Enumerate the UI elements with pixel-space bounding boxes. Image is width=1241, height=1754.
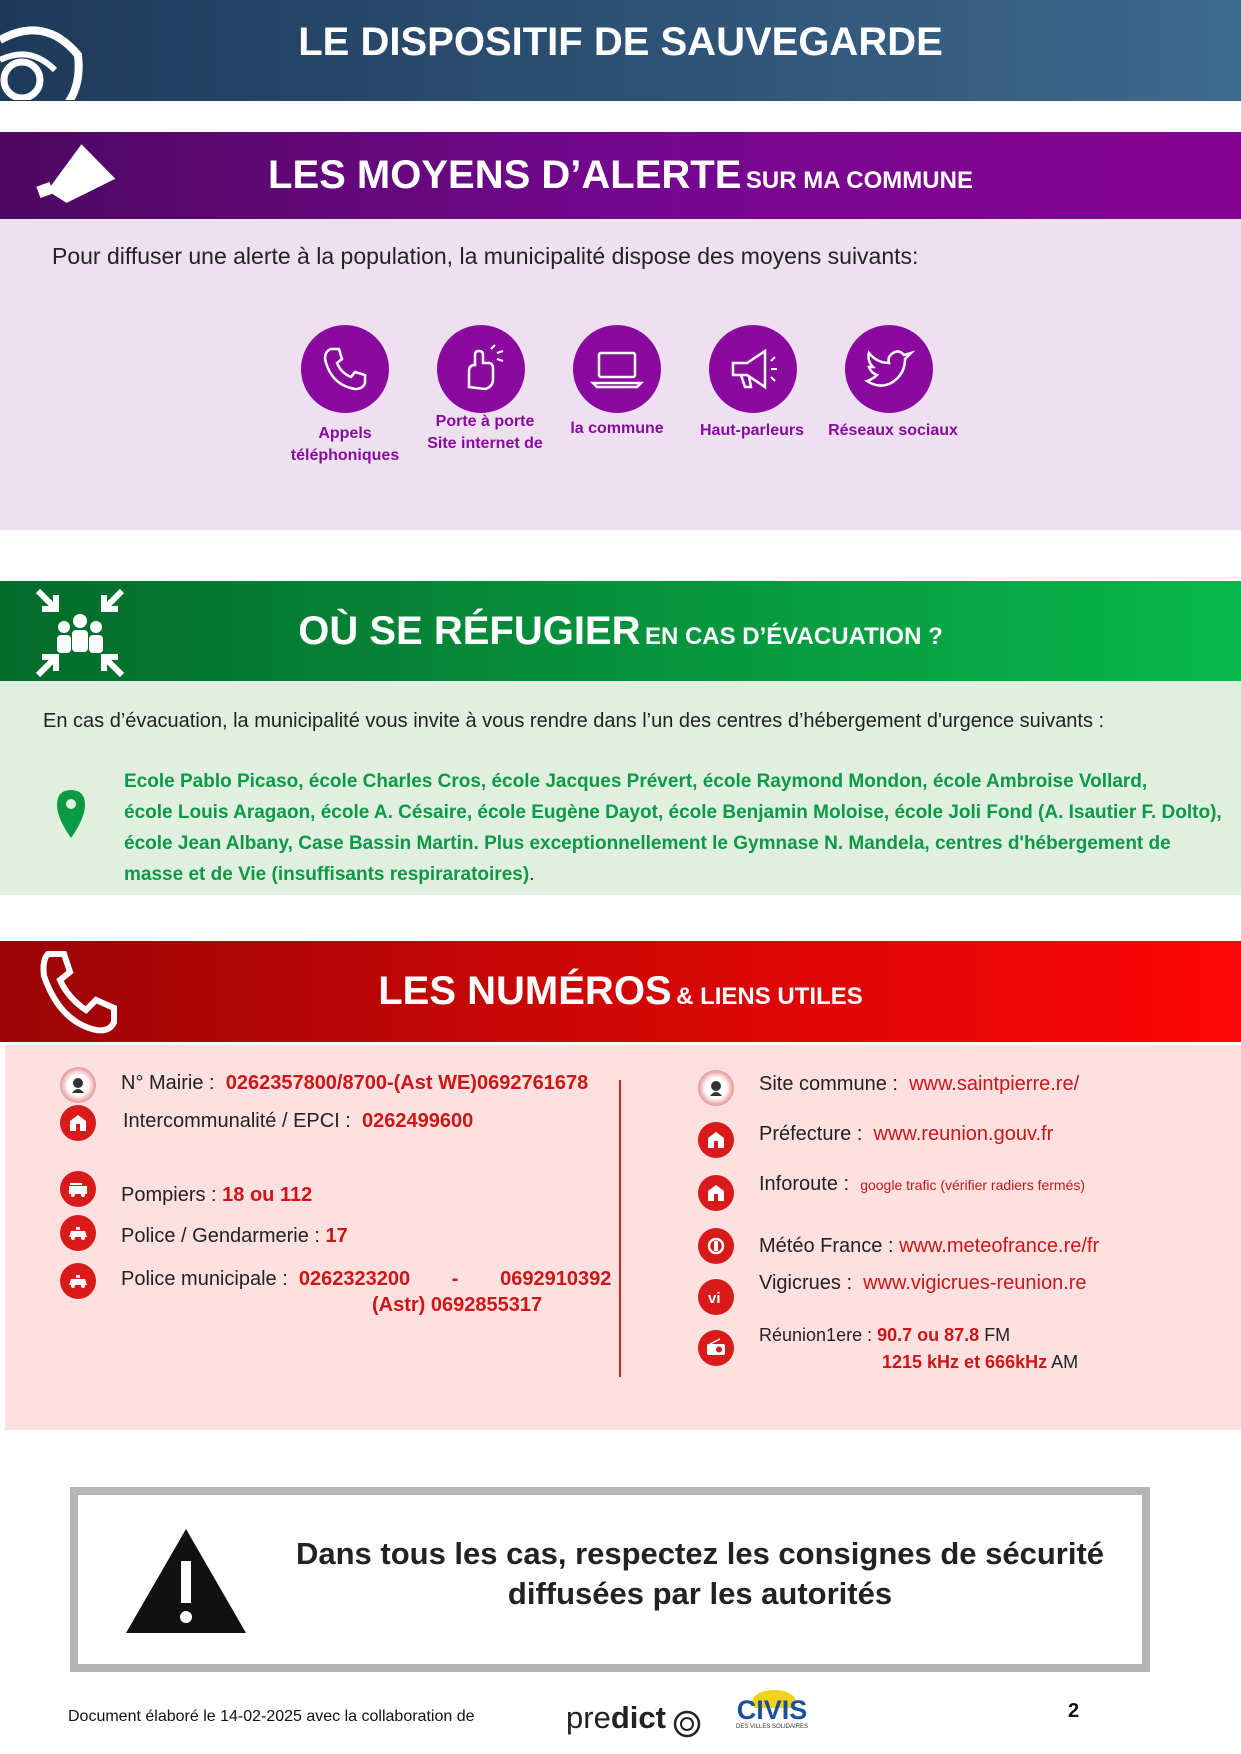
numbers-banner <box>0 941 1241 1042</box>
alert-title: LES MOYENS D’ALERTE <box>268 153 742 197</box>
numbers-subtitle: & LIENS UTILES <box>676 983 863 1010</box>
twitter-bird-icon <box>845 325 933 413</box>
alert-banner <box>0 132 1241 219</box>
shelter-line: école Jean Albany, Case Bassin Martin. Plus exceptionnellement le Gymnase N. Mandela, centres d'hébergement de <box>124 833 1171 854</box>
knock-door-icon <box>437 325 525 413</box>
police-row: Police / Gendarmerie : 17 <box>121 1225 348 1247</box>
inforoute-row: Inforoute : google trafic (vérifier radiers fermés) <box>759 1173 1086 1195</box>
prefecture-icon <box>698 1122 734 1158</box>
site-commune-row: Site commune : www.saintpierre.re/ <box>759 1073 1080 1095</box>
laptop-icon <box>573 325 661 413</box>
column-divider <box>619 1080 621 1377</box>
footer-credit: Document élaboré le 14-02-2025 avec la collaboration de <box>68 1708 475 1725</box>
meteo-row: Météo France : www.meteofrance.re/fr <box>759 1235 1100 1257</box>
epci-row: Intercommunalité / EPCI : 0262499600 <box>123 1110 474 1132</box>
numbers-title: LES NUMÉROS <box>378 969 672 1013</box>
shelter-line: masse et de Vie (insuffisants respiraratoires). <box>124 864 535 885</box>
assembly-point-icon <box>32 585 128 681</box>
alert-label-door: Porte à porte Site internet de <box>427 413 543 452</box>
predict-logo: predict <box>566 1700 666 1735</box>
phone-handset-icon <box>40 950 130 1036</box>
page-title: LE DISPOSITIF DE SAUVEGARDE <box>298 20 943 64</box>
civis-logo: CIVIS DES VILLES SOLIDAIRES <box>734 1684 810 1742</box>
radio-icon <box>698 1330 734 1366</box>
alert-label-social: Réseaux sociaux <box>828 422 958 439</box>
alert-subtitle: SUR MA COMMUNE <box>745 167 973 194</box>
alert-label-web: la commune <box>570 420 664 437</box>
meteo-france-icon <box>698 1228 734 1264</box>
mairie-row: N° Mairie : 0262357800/8700-(Ast WE)0692761678 <box>121 1072 589 1094</box>
site-commune-link[interactable]: www.saintpierre.re/ <box>909 1073 1080 1095</box>
refuge-intro: En cas d’évacuation, la municipalité vous invite à vous rendre dans l’un des centres d’hébergement d'urgence suivants : <box>43 710 1105 732</box>
vigicrues-row: Vigicrues : www.vigicrues-reunion.re <box>759 1272 1087 1294</box>
prefecture-row: Préfecture : www.reunion.gouv.fr <box>759 1123 1054 1145</box>
phone-icon <box>301 325 389 413</box>
refuge-title: OÙ SE RÉFUGIER <box>298 609 641 653</box>
police-car-icon <box>60 1215 96 1251</box>
radio-am-row: 1215 kHz et 666kHz AM <box>882 1352 1079 1372</box>
meteo-link[interactable]: www.meteofrance.re/fr <box>899 1235 1100 1257</box>
shelter-line: Ecole Pablo Picaso, école Charles Cros, école Jacques Prévert, école Raymond Mondon, école Ambroise Vollard, <box>124 771 1148 792</box>
police-municipale-row: Police municipale : 0262323200 - 0692910392 <box>121 1268 612 1290</box>
prefecture-link[interactable]: www.reunion.gouv.fr <box>873 1123 1054 1145</box>
warning-text: Dans tous les cas, respectez les consignes de sécurité diffusées par les autorités <box>295 1536 1105 1611</box>
refuge-banner <box>0 581 1241 681</box>
alert-intro: Pour diffuser une alerte à la population, la municipalité dispose des moyens suivants: <box>52 243 919 269</box>
megaphone-icon <box>36 140 116 212</box>
building-icon <box>60 1105 96 1141</box>
inforoute-link[interactable]: google trafic (vérifier radiers fermés) <box>860 1177 1086 1193</box>
radio-fm-row: Réunion1ere : 90.7 ou 87.8 FM <box>759 1325 1011 1345</box>
alert-label-speaker: Haut-parleurs <box>699 422 805 439</box>
pompiers-row: Pompiers : 18 ou 112 <box>121 1184 313 1206</box>
marianne-icon <box>60 1067 96 1103</box>
refuge-subtitle: EN CAS D’ÉVACUATION ? <box>644 623 943 650</box>
vigicrues-link[interactable]: www.vigicrues-reunion.re <box>863 1272 1087 1294</box>
loudspeaker-icon <box>709 325 797 413</box>
shelter-line: école Louis Aragaon, école A. Césaire, école Eugène Dayot, école Benjamin Moloise, école Joli Fond (A. Isautier F. Dolto), <box>124 802 1222 823</box>
warning-triangle-icon <box>122 1525 250 1637</box>
inforoute-icon <box>698 1175 734 1211</box>
vigicrues-icon <box>698 1279 734 1315</box>
police-astreinte: (Astr) 0692855317 <box>372 1294 543 1316</box>
municipal-police-icon <box>60 1263 96 1299</box>
svg-text:vi: vi <box>708 1290 721 1307</box>
alert-label-phone: Appels téléphoniques <box>290 425 400 464</box>
shelter-list <box>124 766 1224 890</box>
page-number: 2 <box>1068 1700 1080 1722</box>
predict-swirl-icon <box>672 1709 702 1739</box>
commune-logo-icon <box>698 1070 734 1106</box>
location-pin-icon <box>55 788 87 840</box>
fire-truck-icon <box>60 1171 96 1207</box>
